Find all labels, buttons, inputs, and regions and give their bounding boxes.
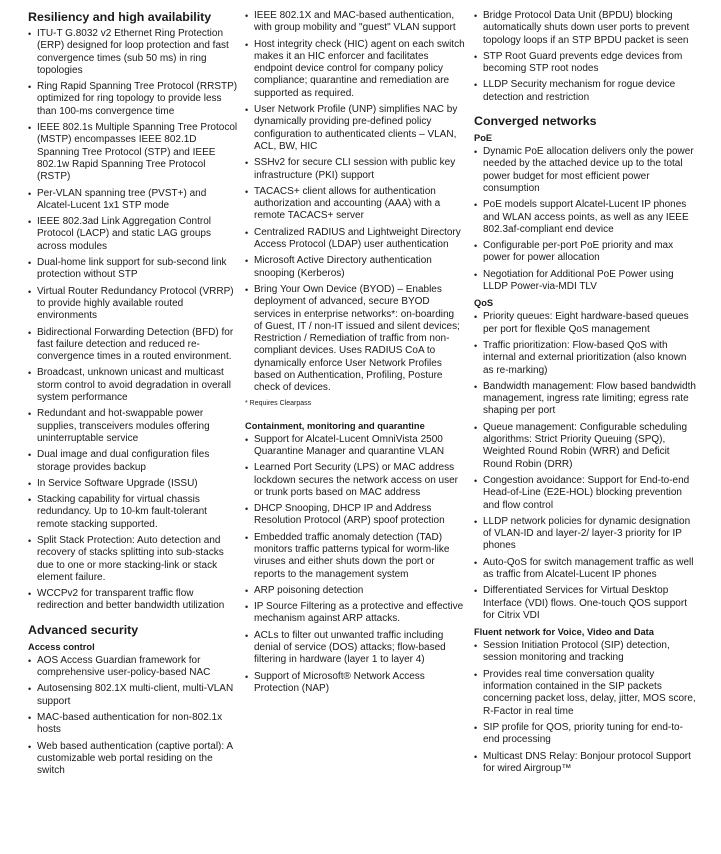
list-item: • STP Root Guard prevents edge devices from becoming STP root nodes — [474, 51, 696, 76]
list-item: • AOS Access Guardian framework for comprehensive user-policy-based NAC — [28, 655, 238, 680]
list-item: • Configurable per-port PoE priority and max power for power allocation — [474, 240, 696, 265]
list-item: • WCCPv2 for transparent traffic flow redirection and better bandwidth utilization — [28, 588, 238, 613]
subsection-title-poe: PoE — [474, 133, 493, 144]
list-item: • Redundant and hot-swappable power supplies, transceivers modules offering uninterruptable service — [28, 408, 238, 445]
fluent-network-list — [474, 640, 696, 775]
list-item: • Traffic prioritization: Flow-based QoS with internal and external prioritization (also known as re-marking) — [474, 340, 696, 377]
list-item: • IEEE 802.1s Multiple Spanning Tree Protocol (MSTP) encompasses IEEE 802.1D Spanning Tree Protocol (STP) and IEEE 802.1w Rapid Spanning Tree Protocol (RSTP) — [28, 122, 238, 183]
list-item: • Multicast DNS Relay: Bonjour protocol Support for wired Airgroup™ — [474, 751, 696, 776]
list-item: • Auto-QoS for switch management traffic as well as traffic from Alcatel-Lucent IP phones — [474, 557, 696, 582]
list-item: • Host integrity check (HIC) agent on each switch makes it an HIC enforcer and facilitates endpoint device control for company policy compliance; quarantine and remediation are supported as required. — [245, 39, 465, 100]
list-item: • Congestion avoidance: Support for End-to-end Head-of-Line (E2E-HOL) blocking prevention and flow control — [474, 475, 696, 512]
footnote-clearpass: * Requires Clearpass — [245, 399, 312, 407]
list-item: • Bidirectional Forwarding Detection (BFD) for fast failure detection and reduced re-convergence times in a routed environment. — [28, 327, 238, 364]
list-item: • Microsoft Active Directory authentication snooping (Kerberos) — [245, 255, 465, 280]
list-item: • Bring Your Own Device (BYOD) – Enables deployment of advanced, secure BYOD services in enterprise networks*: on-boarding of Guest, IT / non-IT issued and silent devices; Restriction / Remediation of traffic from non-compliant devices. Uses RADIUS CoA to dynamically enforce User Network Profiles based on Authentication, Profiling, Posture check of devices. — [245, 284, 465, 395]
list-item: • Centralized RADIUS and Lightweight Directory Access Protocol (LDAP) user authentication — [245, 227, 465, 252]
list-item: • Dual image and dual configuration files storage provides backup — [28, 449, 238, 474]
list-item: • ACLs to filter out unwanted traffic including denial of service (DOS) attacks; flow-based filtering in hardware (layer 1 to layer 4) — [245, 630, 465, 667]
list-item: • In Service Software Upgrade (ISSU) — [28, 478, 238, 490]
subsection-title-fluent-network: Fluent network for Voice, Video and Data — [474, 627, 654, 638]
subsection-title-containment: Containment, monitoring and quarantine — [245, 420, 425, 431]
list-item: • Session Initiation Protocol (SIP) detection, session monitoring and tracking — [474, 640, 696, 665]
column-1 — [28, 10, 238, 781]
list-item: • Broadcast, unknown unicast and multicast storm control to avoid degradation in overall system performance — [28, 367, 238, 404]
list-item: • Embedded traffic anomaly detection (TAD) monitors traffic patterns typical for worm-like viruses and either shuts down the port or reports to the management system — [245, 532, 465, 581]
list-item: • Learned Port Security (LPS) or MAC address lockdown secures the network access on user or trunk ports based on MAC address — [245, 462, 465, 499]
list-item: • IP Source Filtering as a protective and effective mechanism against ARP attacks. — [245, 601, 465, 626]
list-item: • Bridge Protocol Data Unit (BPDU) blocking automatically shuts down user ports to prevent topology loops if an STP BPDU packet is seen — [474, 10, 696, 47]
subsection-title-qos: QoS — [474, 298, 494, 309]
list-item: • Per-VLAN spanning tree (PVST+) and Alcatel-Lucent 1x1 STP mode — [28, 188, 238, 213]
list-item: • ARP poisoning detection — [245, 585, 465, 597]
list-item: • LLDP Security mechanism for rogue device detection and restriction — [474, 79, 696, 104]
list-item: • Dual-home link support for sub-second link protection without STP — [28, 257, 238, 282]
resiliency-list — [28, 28, 238, 613]
list-item: • Priority queues: Eight hardware-based queues per port for flexible QoS management — [474, 311, 696, 336]
list-item: • Stacking capability for virtual chassis redundancy. Up to 10-km fault-tolerant remote stacking supported. — [28, 494, 238, 531]
list-item: • Split Stack Protection: Auto detection and recovery of stacks splitting into sub-stacks due to one or more stacking-link or stack element failure. — [28, 535, 238, 584]
qos-list — [474, 311, 696, 622]
column-3 — [474, 10, 696, 779]
list-item: • Autosensing 802.1X multi-client, multi-VLAN support — [28, 683, 238, 708]
list-item: • Ring Rapid Spanning Tree Protocol (RRSTP) optimized for ring topology to provide less than 100-ms convergence time — [28, 81, 238, 118]
list-item: • IEEE 802.3ad Link Aggregation Control Protocol (LACP) and static LAG groups across modules — [28, 216, 238, 253]
list-item: • Web based authentication (captive portal): A customizable web portal residing on the switch — [28, 741, 238, 778]
list-item: • Negotiation for Additional PoE Power using LLDP Power-via-MDI TLV — [474, 269, 696, 294]
poe-list — [474, 146, 696, 293]
subsection-title-access-control: Access control — [28, 641, 95, 652]
list-item: • MAC-based authentication for non-802.1x hosts — [28, 712, 238, 737]
access-control-list — [28, 655, 238, 778]
list-item: • SSHv2 for secure CLI session with public key infrastructure (PKI) support — [245, 157, 465, 182]
section-title-converged-networks: Converged networks — [474, 114, 597, 129]
list-item: • Virtual Router Redundancy Protocol (VRRP) to provide highly available routed environments — [28, 286, 238, 323]
list-item: • DHCP Snooping, DHCP IP and Address Resolution Protocol (ARP) spoof protection — [245, 503, 465, 528]
list-item: • IEEE 802.1X and MAC-based authentication, with group mobility and "guest" VLAN support — [245, 10, 465, 35]
list-item: • Queue management: Configurable scheduling algorithms: Strict Priority Queuing (SPQ), Weighted Round Robin (WRR) and Deficit Round Robin (DRR) — [474, 422, 696, 471]
column-2 — [245, 10, 465, 699]
list-item: • User Network Profile (UNP) simplifies NAC by dynamically providing pre-defined policy configuration to authenticated clients – VLAN, ACL, BW, HIC — [245, 104, 465, 153]
list-item: • Dynamic PoE allocation delivers only the power needed by the attached device up to the total power budget for most efficient power consumption — [474, 146, 696, 195]
list-item: • Support of Microsoft® Network Access Protection (NAP) — [245, 671, 465, 696]
list-item: • TACACS+ client allows for authentication authorization and accounting (AAA) with a remote TACACS+ server — [245, 186, 465, 223]
access-control-list-continued — [245, 10, 465, 395]
section-title-resiliency: Resiliency and high availability — [28, 10, 212, 24]
list-item: • PoE models support Alcatel-Lucent IP phones and WLAN access points, as well as any IEEE 802.3af-compliant end device — [474, 199, 696, 236]
containment-list-continued — [474, 10, 696, 104]
list-item: • SIP profile for QOS, priority tuning for end-to-end processing — [474, 722, 696, 747]
list-item: • ITU-T G.8032 v2 Ethernet Ring Protection (ERP) designed for loop protection and fast convergence times (sub 50 ms) in ring topologies — [28, 28, 238, 77]
list-item: • Differentiated Services for Virtual Desktop Interface (VDI) flows. One-touch QOS support for Citrix VDI — [474, 585, 696, 622]
containment-list — [245, 434, 465, 696]
list-item: • LLDP network policies for dynamic designation of VLAN-ID and layer-2/ layer-3 priority for IP phones — [474, 516, 696, 553]
list-item: • Provides real time conversation quality information contained in the SIP packets concerning packet loss, delay, jitter, MOS score, R-Factor in real time — [474, 669, 696, 718]
section-title-advanced-security: Advanced security — [28, 622, 139, 637]
list-item: • Support for Alcatel-Lucent OmniVista 2500 Quarantine Manager and quarantine VLAN — [245, 434, 465, 459]
list-item: • Bandwidth management: Flow based bandwidth management, ingress rate limiting; egress rate shaping per port — [474, 381, 696, 418]
